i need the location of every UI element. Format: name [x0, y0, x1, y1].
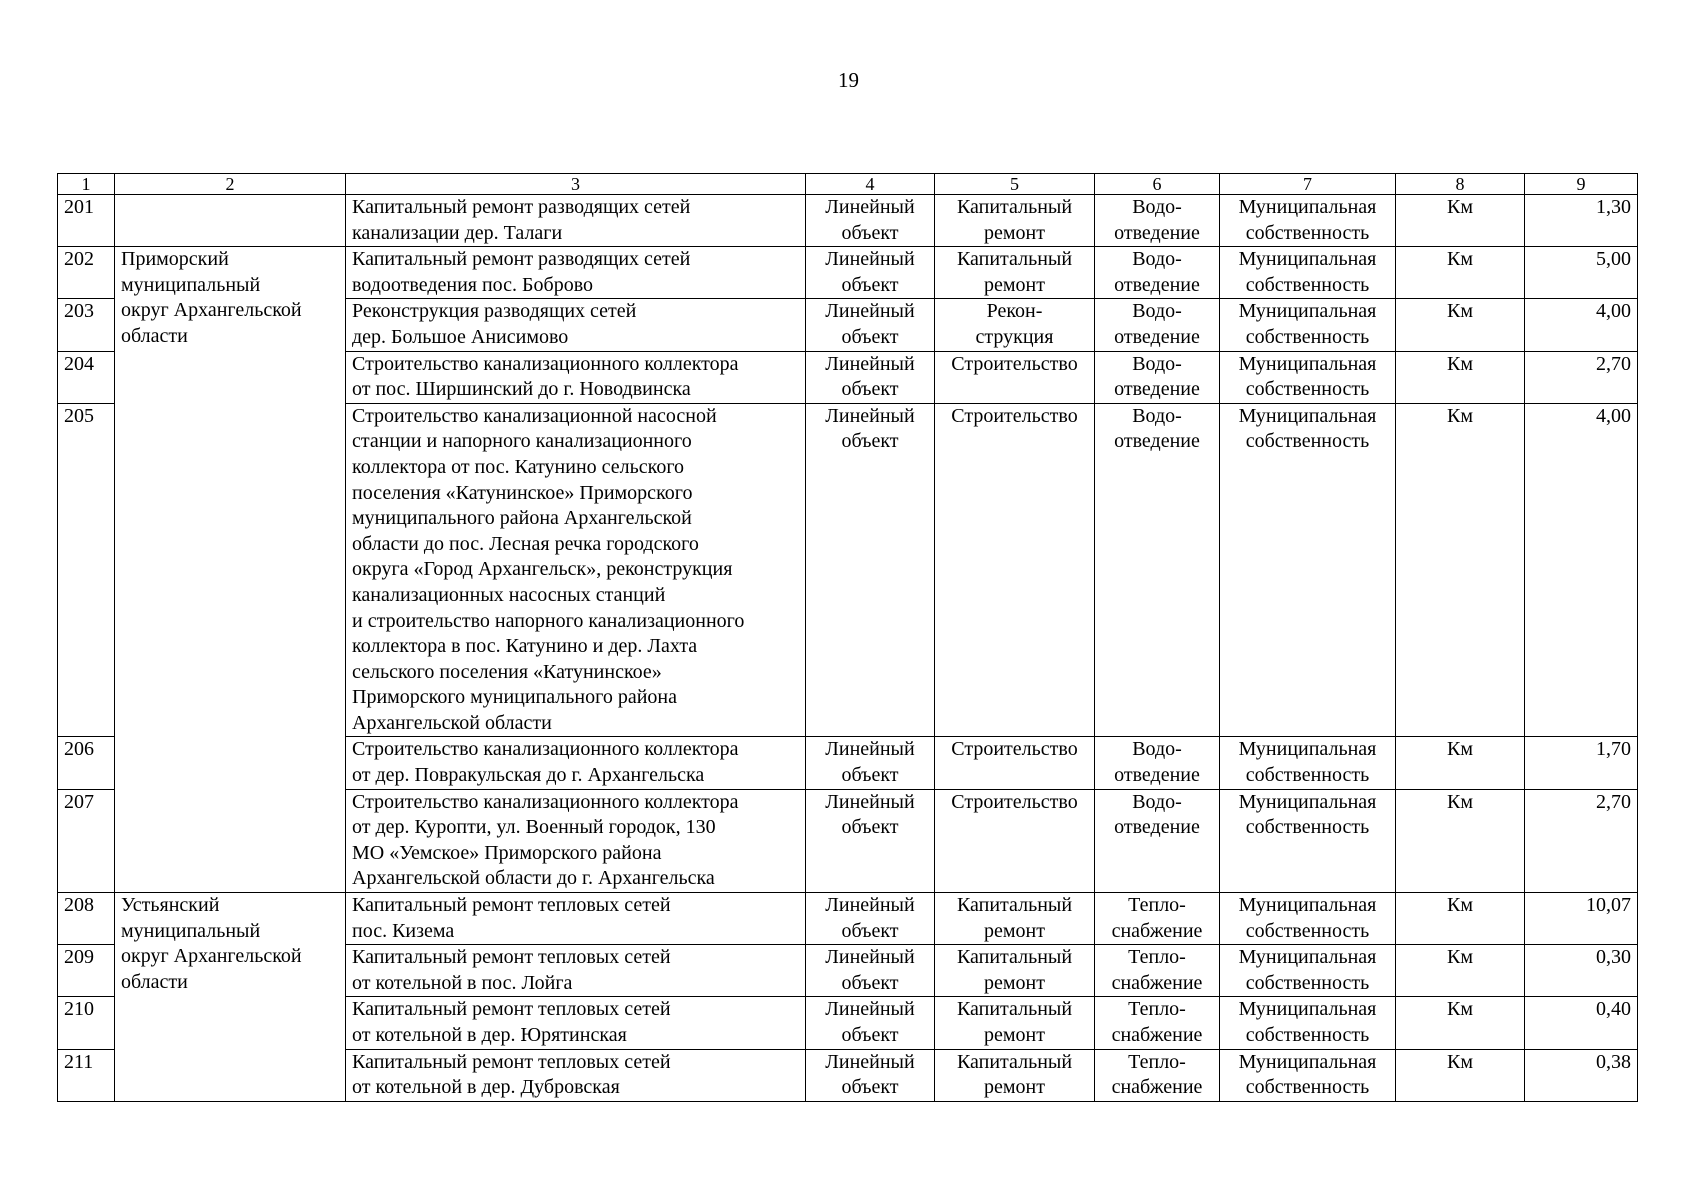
row-number: 204 [58, 351, 115, 403]
unit-of-measure: Км [1396, 737, 1525, 789]
table-row [58, 247, 1638, 299]
cell-line: Архангельской области [352, 711, 552, 734]
measure-value: 0,30 [1525, 945, 1638, 997]
cell-line: водоотведения пос. Боброво [352, 273, 594, 296]
cell-line: Капитальный ремонт разводящих сетей [352, 248, 691, 271]
cell-line: отведение [1114, 273, 1200, 296]
cell-line: Строительство канализационного коллектора [352, 738, 739, 761]
cell-line: Капитальный [956, 998, 1073, 1021]
cell-line: Муниципальная [1238, 790, 1377, 813]
cell-line: Линейный [825, 1050, 915, 1073]
cell-line: Капитальный [956, 894, 1073, 917]
cell-line: Капитальный [956, 196, 1073, 218]
cell-line: ремонт [984, 221, 1045, 244]
work-type [935, 737, 1095, 789]
cell-line: поселения «Катунинское» Приморского [352, 481, 693, 504]
ownership [1220, 945, 1396, 997]
cell-line: Линейный [825, 998, 915, 1021]
cell-line: собственность [1245, 273, 1370, 296]
cell-line: отведение [1114, 378, 1200, 401]
row-number: 206 [58, 737, 115, 789]
cell-line: Водо- [1132, 738, 1182, 761]
cell-line: объект [841, 764, 899, 787]
ownership [1220, 737, 1396, 789]
cell-line: от пос. Ширшинский до г. Новодвинска [352, 378, 691, 401]
cell-line: Капитальный ремонт тепловых сетей [352, 1050, 671, 1073]
object-description [346, 737, 806, 789]
unit-of-measure: Км [1396, 997, 1525, 1049]
measure-value: 2,70 [1525, 789, 1638, 892]
utility-sphere [1095, 737, 1220, 789]
utility-sphere [1095, 1049, 1220, 1101]
cell-line: МО «Уемское» Приморского района [352, 841, 662, 864]
cell-line: Тепло- [1128, 894, 1186, 917]
cell-line: объект [841, 273, 899, 296]
unit-of-measure: Км [1396, 195, 1525, 247]
cell-line: Муниципальная [1238, 738, 1377, 761]
utility-sphere [1095, 247, 1220, 299]
cell-line: собственность [1245, 325, 1370, 348]
cell-line: отведение [1114, 325, 1200, 348]
cell-line: Рекон- [986, 300, 1043, 323]
utility-sphere [1095, 893, 1220, 945]
table-body [58, 195, 1638, 1102]
object-type [806, 997, 935, 1049]
cell-line: Устьянский [121, 894, 220, 917]
cell-line: объект [841, 1024, 899, 1046]
cell-line: объект [841, 378, 899, 401]
cell-line: муниципальный [121, 919, 261, 942]
cell-line: Строительство [951, 738, 1078, 761]
cell-line: собственность [1245, 221, 1370, 244]
column-header: 4 [806, 174, 935, 195]
cell-line: Тепло- [1128, 946, 1186, 969]
cell-line: Линейный [825, 196, 915, 218]
ownership [1220, 997, 1396, 1049]
cell-line: собственность [1245, 1024, 1370, 1046]
cell-line: ремонт [984, 1024, 1045, 1046]
cell-line: муниципального района Архангельской [352, 507, 692, 530]
cell-line: собственность [1245, 1076, 1370, 1099]
object-description [346, 403, 806, 737]
object-description [346, 351, 806, 403]
cell-line: объект [841, 325, 899, 348]
cell-line: отведение [1114, 816, 1200, 839]
municipality-cell [115, 893, 346, 1102]
cell-line: снабжение [1111, 1024, 1203, 1046]
cell-line: коллектора от пос. Катунино сельского [352, 455, 685, 478]
ownership [1220, 789, 1396, 892]
cell-line: Тепло- [1128, 998, 1186, 1021]
cell-line: Капитальный ремонт тепловых сетей [352, 894, 671, 917]
cell-line: отведение [1114, 430, 1200, 453]
cell-line: Линейный [825, 790, 915, 813]
cell-line: Реконструкция разводящих сетей [352, 300, 637, 323]
ownership [1220, 247, 1396, 299]
cell-line: объект [841, 1076, 899, 1099]
object-type [806, 1049, 935, 1101]
object-type [806, 945, 935, 997]
work-type [935, 789, 1095, 892]
cell-line: снабжение [1111, 971, 1203, 994]
cell-line: Приморский [121, 248, 229, 271]
cell-line: Водо- [1132, 404, 1182, 427]
cell-line: и строительство напорного канализационного [352, 609, 745, 632]
cell-line: отведение [1114, 764, 1200, 787]
unit-of-measure: Км [1396, 299, 1525, 351]
row-number: 207 [58, 789, 115, 892]
cell-line: Муниципальная [1238, 404, 1377, 427]
utility-sphere [1095, 997, 1220, 1049]
cell-line: округ Архангельской [121, 299, 302, 322]
cell-line: собственность [1245, 430, 1370, 453]
cell-line: Тепло- [1128, 1050, 1186, 1073]
cell-line: ремонт [984, 273, 1045, 296]
ownership [1220, 351, 1396, 403]
cell-line: от котельной в дер. Дубровская [352, 1076, 620, 1099]
cell-line: отведение [1114, 221, 1200, 244]
object-description [346, 247, 806, 299]
measure-value: 4,00 [1525, 403, 1638, 737]
cell-line: сельского поселения «Катунинское» [352, 660, 662, 683]
cell-line: Муниципальная [1238, 894, 1377, 917]
row-number: 202 [58, 247, 115, 299]
cell-line: Капитальный [956, 946, 1073, 969]
column-header: 5 [935, 174, 1095, 195]
object-description [346, 1049, 806, 1101]
column-header: 9 [1525, 174, 1638, 195]
cell-line: станции и напорного канализационного [352, 430, 692, 453]
measure-value: 1,30 [1525, 195, 1638, 247]
column-header: 1 [58, 174, 115, 195]
work-type [935, 247, 1095, 299]
row-number: 205 [58, 403, 115, 737]
cell-line: области до пос. Лесная речка городского [352, 532, 699, 555]
cell-line: Муниципальная [1238, 946, 1377, 969]
work-type [935, 997, 1095, 1049]
column-header: 6 [1095, 174, 1220, 195]
unit-of-measure: Км [1396, 945, 1525, 997]
object-description [346, 789, 806, 892]
ownership [1220, 1049, 1396, 1101]
object-description [346, 997, 806, 1049]
work-type [935, 299, 1095, 351]
row-number: 211 [58, 1049, 115, 1101]
table-header-row [58, 174, 1638, 195]
cell-line: ремонт [984, 919, 1045, 942]
cell-line: Линейный [825, 894, 915, 917]
cell-line: округа «Город Архангельск», реконструкция [352, 558, 733, 581]
object-type [806, 403, 935, 737]
measure-value: 0,38 [1525, 1049, 1638, 1101]
cell-line: объект [841, 971, 899, 994]
object-type [806, 737, 935, 789]
cell-line: снабжение [1111, 1076, 1203, 1099]
cell-line: Капитальный [956, 1050, 1073, 1073]
cell-line: округ Архангельской [121, 945, 302, 968]
cell-line: канализационных насосных станций [352, 583, 666, 606]
cell-line: муниципальный [121, 273, 261, 296]
column-header: 8 [1396, 174, 1525, 195]
cell-line: Строительство канализационного коллектора [352, 790, 739, 813]
cell-line: Строительство [951, 790, 1078, 813]
unit-of-measure: Км [1396, 403, 1525, 737]
cell-line: Строительство [951, 352, 1078, 375]
cell-line: собственность [1245, 971, 1370, 994]
object-type [806, 351, 935, 403]
row-number: 209 [58, 945, 115, 997]
cell-line: Архангельской области до г. Архангельска [352, 867, 715, 890]
unit-of-measure: Км [1396, 789, 1525, 892]
cell-line: собственность [1245, 764, 1370, 787]
cell-line: Строительство канализационной насосной [352, 404, 717, 427]
ownership [1220, 893, 1396, 945]
utility-sphere [1095, 945, 1220, 997]
cell-line: ремонт [984, 1076, 1045, 1099]
utility-sphere [1095, 351, 1220, 403]
cell-line: Водо- [1132, 790, 1182, 813]
unit-of-measure: Км [1396, 893, 1525, 945]
measure-value: 1,70 [1525, 737, 1638, 789]
work-type [935, 1049, 1095, 1101]
object-description [346, 299, 806, 351]
cell-line: Водо- [1132, 300, 1182, 323]
utility-sphere [1095, 299, 1220, 351]
measure-value: 2,70 [1525, 351, 1638, 403]
utility-sphere [1095, 789, 1220, 892]
cell-line: коллектора в пос. Катунино и дер. Лахта [352, 635, 698, 658]
cell-line: от котельной в пос. Лойга [352, 971, 573, 994]
cell-line: Линейный [825, 248, 915, 271]
cell-line: струкция [975, 325, 1054, 348]
object-type [806, 247, 935, 299]
ownership [1220, 403, 1396, 737]
cell-line: Капитальный ремонт разводящих сетей [352, 196, 691, 218]
object-type [806, 893, 935, 945]
cell-line: Муниципальная [1238, 196, 1377, 218]
cell-line: области [121, 970, 188, 993]
table-row [58, 893, 1638, 945]
municipality-cell [115, 247, 346, 893]
ownership [1220, 195, 1396, 247]
row-number: 210 [58, 997, 115, 1049]
object-description [346, 195, 806, 247]
cell-line: Линейный [825, 352, 915, 375]
utility-sphere [1095, 403, 1220, 737]
cell-line: Линейный [825, 946, 915, 969]
cell-line: Строительство [951, 404, 1078, 427]
object-type [806, 195, 935, 247]
cell-line: ремонт [984, 971, 1045, 994]
cell-line: снабжение [1111, 919, 1203, 942]
cell-line: объект [841, 816, 899, 839]
cell-line: от котельной в дер. Юрятинская [352, 1024, 627, 1046]
table-row [58, 195, 1638, 247]
cell-line: Муниципальная [1238, 998, 1377, 1021]
cell-line: канализации дер. Талаги [352, 221, 563, 244]
cell-line: Муниципальная [1238, 352, 1377, 375]
work-type [935, 195, 1095, 247]
cell-line: области [121, 324, 188, 347]
cell-line: Водо- [1132, 248, 1182, 271]
object-description [346, 893, 806, 945]
cell-line: Водо- [1132, 196, 1182, 218]
unit-of-measure: Км [1396, 247, 1525, 299]
cell-line: Водо- [1132, 352, 1182, 375]
cell-line: Линейный [825, 738, 915, 761]
work-type [935, 403, 1095, 737]
cell-line: собственность [1245, 919, 1370, 942]
column-header: 3 [346, 174, 806, 195]
cell-line: Капитальный ремонт тепловых сетей [352, 946, 671, 969]
work-type [935, 351, 1095, 403]
cell-line: Муниципальная [1238, 248, 1377, 271]
cell-line: объект [841, 430, 899, 453]
cell-line: пос. Кизема [352, 919, 455, 942]
cell-line: Линейный [825, 404, 915, 427]
row-number: 203 [58, 299, 115, 351]
object-type [806, 789, 935, 892]
cell-line: собственность [1245, 378, 1370, 401]
cell-line: Капитальный [956, 248, 1073, 271]
cell-line: дер. Большое Анисимово [352, 325, 569, 348]
utility-sphere [1095, 195, 1220, 247]
measure-value: 4,00 [1525, 299, 1638, 351]
unit-of-measure: Км [1396, 1049, 1525, 1101]
page-number: 19 [838, 68, 859, 92]
cell-line: Муниципальная [1238, 300, 1377, 323]
column-header: 7 [1220, 174, 1396, 195]
cell-line: объект [841, 221, 899, 244]
cell-line: от дер. Куропти, ул. Военный городок, 130 [352, 816, 716, 839]
municipality-cell [115, 195, 346, 247]
cell-line: Приморского муниципального района [352, 686, 677, 709]
object-type [806, 299, 935, 351]
measure-value: 5,00 [1525, 247, 1638, 299]
cell-line: Линейный [825, 300, 915, 323]
ownership [1220, 299, 1396, 351]
column-header: 2 [115, 174, 346, 195]
row-number: 201 [58, 195, 115, 247]
row-number: 208 [58, 893, 115, 945]
work-type [935, 945, 1095, 997]
cell-line: собственность [1245, 816, 1370, 839]
cell-line: от дер. Повракульская до г. Архангельска [352, 764, 705, 787]
object-description [346, 945, 806, 997]
cell-line: Строительство канализационного коллектора [352, 352, 739, 375]
unit-of-measure: Км [1396, 351, 1525, 403]
work-type [935, 893, 1095, 945]
cell-line: Капитальный ремонт тепловых сетей [352, 998, 671, 1021]
measure-value: 10,07 [1525, 893, 1638, 945]
cell-line: объект [841, 919, 899, 942]
cell-line: Муниципальная [1238, 1050, 1377, 1073]
registry-table [57, 173, 1638, 1102]
measure-value: 0,40 [1525, 997, 1638, 1049]
